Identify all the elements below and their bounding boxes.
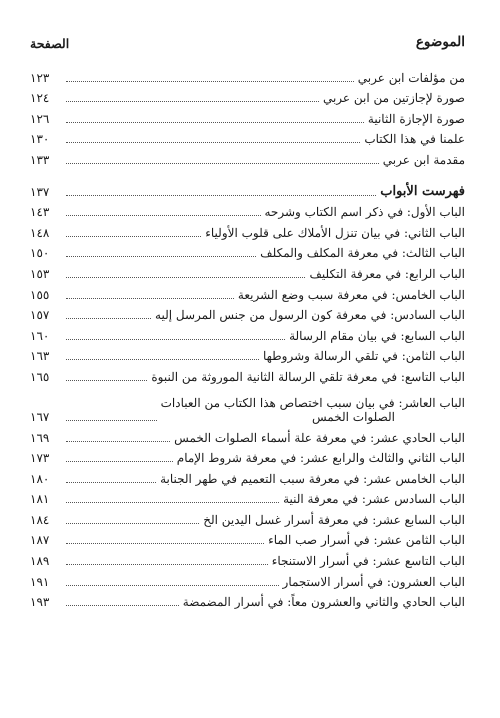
toc-entry [30,85,465,106]
entry-title: الباب الثالث: في معرفة المكلف والمكلف [260,246,465,261]
entry-title: مقدمة ابن عربي [382,152,465,167]
entry-title: الباب الثامن: في تلقي الرسالة وشروطها [262,349,465,364]
entry-page: ١٩٣ [30,595,50,610]
entry-page: ١٩١ [30,574,50,589]
dot-leader [66,81,354,82]
toc-entry [30,302,465,323]
entry-title: علمنا في هذا الكتاب [364,132,465,147]
dot-leader [66,461,173,462]
toc-entry [30,146,465,167]
entry-page: ١٢٤ [30,91,50,106]
toc-entry [30,199,465,220]
toc-entry [30,363,465,384]
entry-title: الباب الحادي عشر: في معرفة علة أسماء الصلوات الخمس [174,430,465,445]
entry-page: ١٨٤ [30,512,50,527]
entry-title: الباب السادس: في معرفة كون الرسول من جنس المرسل إليه [155,308,465,323]
toc-entry-two-line [30,384,465,424]
page-column-heading: الصفحة [30,36,70,51]
toc-entry [30,219,465,240]
entry-page: ١٣٣ [30,152,50,167]
toc-entry [30,568,465,589]
toc-entry [30,240,465,261]
toc-entry [30,105,465,126]
entry-title: الباب السابع: في بيان مقام الرسالة [289,328,465,343]
entry-page: ١٢٦ [30,111,50,126]
dot-leader [66,359,259,360]
dot-leader [66,482,156,483]
toc-entry [30,281,465,302]
toc-entry [30,64,465,85]
dot-leader [66,502,279,503]
entry-page: ١٤٨ [30,225,50,240]
dot-leader [66,523,199,524]
entry-page: ١٣٧ [30,184,50,199]
dot-leader [66,195,376,196]
dot-leader [66,236,201,237]
dot-leader [66,339,285,340]
entry-title: الباب الثامن عشر: في أسرار صب الماء [268,533,465,548]
dot-leader [66,543,264,544]
entry-title: من مؤلفات ابن عربي [357,70,465,85]
entry-page: ١٨٠ [30,471,50,486]
entry-page: ١٢٣ [30,70,50,85]
dot-leader [66,122,364,123]
toc-entry [30,527,465,548]
entry-title: الباب السادس عشر: في معرفة النية [283,492,465,507]
entry-page: ١٣٠ [30,132,50,147]
toc-entry [30,589,465,610]
entry-page: ١٤٣ [30,205,50,220]
toc-entry [30,322,465,343]
dot-leader [66,605,179,606]
dot-leader [66,585,279,586]
entry-page: ١٦٣ [30,349,50,364]
dot-leader [66,380,147,381]
entry-title: الباب العشرون: في أسرار الاستجمار [282,574,465,589]
toc-entry [30,486,465,507]
entry-page: ١٦٧ [30,409,50,424]
dot-leader [66,318,151,319]
entry-page: ١٥٠ [30,246,50,261]
toc-entry [30,343,465,364]
toc-entry [30,506,465,527]
entry-page: ١٦٩ [30,430,50,445]
section-title: فهرست الأبواب [380,183,465,199]
dot-leader [66,441,170,442]
entry-page: ١٧٣ [30,451,50,466]
entry-page: ١٨١ [30,492,50,507]
entry-title: الباب السابع عشر: في معرفة أسرار غسل اليدين الخ [203,512,465,527]
entry-title: الباب الثاني: في بيان تنزل الأملاك على قلوب الأولياء [205,225,465,240]
dot-leader [66,101,319,102]
entry-title-block [161,396,465,424]
toc-header [30,34,465,64]
entry-title: صورة لإجازتين من ابن عربي [322,91,465,106]
dot-leader [66,163,379,164]
toc-page [30,34,465,609]
entry-page: ١٨٩ [30,554,50,569]
entry-title: الباب الثاني والثالث والرابع عشر: في معرفة شروط الإمام [176,451,465,466]
dot-leader [66,215,261,216]
toc-entry [30,424,465,445]
entry-title: الباب الأول: في ذكر اسم الكتاب وشرحه [264,205,465,220]
entry-page: ١٥٣ [30,266,50,281]
dot-leader [66,420,157,421]
dot-leader [66,256,256,257]
entry-page: ١٨٧ [30,533,50,548]
toc-entry [30,260,465,281]
entry-title: الباب الحادي والثاني والعشرون معاً: في أسرار المضمضة [182,595,465,610]
toc-entry [30,547,465,568]
entry-title: الباب الخامس عشر: في معرفة سبب التعميم في طهر الجنابة [160,471,465,486]
entry-page: ١٥٥ [30,287,50,302]
entry-page: ١٥٧ [30,308,50,323]
toc-entry [30,445,465,466]
section-gap [30,167,465,178]
entry-title-line-2: الصلوات الخمس [312,409,395,424]
entry-title: الباب الرابع: في معرفة التكليف [309,266,465,281]
entry-title: صورة الإجازة الثانية [367,111,465,126]
entry-page: ١٦٥ [30,369,50,384]
entry-title: الباب الخامس: في معرفة سبب وضع الشريعة [237,287,465,302]
toc-entry [30,126,465,147]
dot-leader [66,142,360,143]
entry-title-line-1: الباب العاشر: في بيان سبب اختصاص هذا الكتاب من العبادات [160,395,465,410]
dot-leader [66,298,234,299]
toc-entry [30,465,465,486]
dot-leader [66,564,268,565]
entry-title: الباب التاسع: في معرفة تلقي الرسالة الثانية الموروثة من النبوة [151,369,465,384]
topic-column-heading: الموضوع [415,34,465,50]
entry-page: ١٦٠ [30,328,50,343]
dot-leader [66,277,305,278]
section-heading-row [30,178,465,199]
entry-title: الباب التاسع عشر: في أسرار الاستنجاء [271,554,465,569]
